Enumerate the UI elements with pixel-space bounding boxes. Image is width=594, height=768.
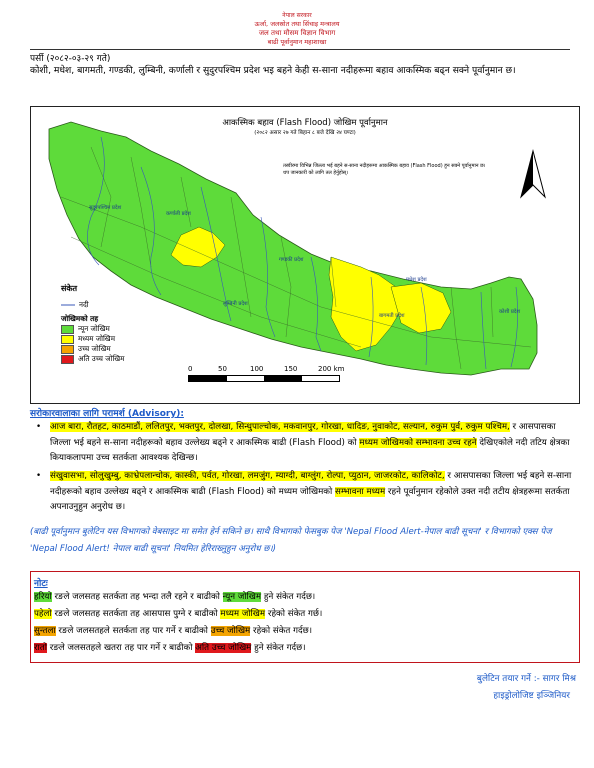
header-department: जल तथा मौसम विज्ञान विभाग (258, 29, 336, 37)
label-gandaki: गण्डकी प्रदेश (279, 257, 304, 263)
prepared-by: बुलेटिन तयार गर्ने :- सागर मिश्र (476, 674, 576, 684)
label-sudurpaschim: सुदूरपश्चिम प्रदेश (89, 205, 122, 211)
scale-bar (188, 365, 364, 382)
label-madhesh: मधेश प्रदेश (406, 277, 427, 283)
scale-tick-50: 50 (218, 365, 227, 373)
map-subtitle: (२०८२ असार २७ गते बिहान ८ बजे देखि २४ घण्टा) (254, 130, 356, 136)
bullet2-districts: संखुवासभा, सोलुखुम्बु, काभ्रेपलान्चोक, कास्की, पर्वत, गोरखा, लमजुंग, म्याग्दी, बाग्लुंग, रोल्पा, प्युठान, जाजरकोट, कालिकोट, (50, 471, 445, 481)
scale-tick-100: 100 (250, 365, 264, 373)
advisory-bullet-2: • संखुवासभा, सोलुखुम्बु, काभ्रेपलान्चोक, कास्की, पर्वत, गोरखा, लमजुंग, म्याग्दी, बाग्लुंग, रोल्पा, प्युठान, जाजरकोट, कालिकोट, र आसपासका जिल्ला भई बहने स-साना नदीहरूको बहाव उल्लेख्य बढ्ने र आकस्मिक बाढी (Flash Flood) को मध्यम जोखिमको सम्भावना मध्यम रहने पूर्वानुमान रहेकोले उक्त नदी तटीय क्षेत्रहरूमा सतर्कता अपनाउनुहुन अनुरोध छ। (36, 471, 572, 512)
legend-risk-title: जोखिमको तह (61, 314, 99, 323)
note-title: नोटः (34, 579, 48, 589)
website-note: (बाढी पूर्वानुमान बुलेटिन यस विभागको वेबसाइट मा समेत हेर्न सकिने छ। साथै विभागको फेसबुक पेज 'Nepal Flood Alert-नेपाल बाढी सूचना' र विभागको एक्स पेज 'Nepal Flood Alert! नेपाल बाढी सूचना' नियमित हेरिराख्नुहुन अनुरोध छ।) (30, 527, 552, 554)
map-note: तस्वीरमा विभिन्न जिल्ला भई बहने स-साना नदीहरूमा आकस्मिक बहाव (Flash Flood) हुन सक्ने पूर्वानुमान छ। थप जानकारी को लागि तल हेर्नुहोस्। (283, 163, 486, 176)
legend-low: न्यून जोखिम (61, 324, 191, 334)
map-legend (61, 283, 191, 364)
legend-title: संकेत (61, 284, 78, 293)
bullet1-districts: आज बारा, रौतहट, काठमाडौं, ललितपुर, भक्तपुर, दोलखा, सिन्धुपाल्चोक, मकवानपुर, गोरखा, धादिङ, नुवाकोट, सल्यान, रुकुम पुर्व, रुकुम पश्चिम, (50, 422, 510, 432)
scale-tick-0: 0 (188, 365, 193, 373)
note-row-orange: सुन्तला रङले जलसतहले सतर्कता तह पार गर्ने र बाढीको उच्च जोखिम रहेको संकेत गर्दछ। (34, 626, 313, 636)
bullet2-highlight: सम्भावना मध्यम (334, 486, 386, 497)
north-arrow-icon (521, 151, 545, 197)
scale-tick-150: 150 (284, 365, 298, 373)
label-karnali: कर्णाली प्रदेश (166, 211, 191, 217)
flash-flood-map (30, 106, 580, 404)
scale-tick-200: 200 km (318, 365, 345, 373)
intro-text: कोशी, मधेश, बागमती, गण्डकी, लुम्बिनी, कर्णाली र सुदुरपश्चिम प्रदेश भइ बहने केही स-साना नदीहरूमा बहाव आकस्मिक बढ्न सक्ने पूर्वानुमान छ। (30, 65, 516, 76)
bullet1-end: देखिएकोले नदी तटिय क्षेत्रका कियाकलापमा उच्च सतर्कता आवश्यक देखिन्छ। (50, 437, 570, 463)
header-ministry: ऊर्जा, जलस्रोत तथा सिंचाइ मन्त्रालय (254, 20, 340, 28)
legend-river: नदी (79, 300, 89, 309)
bullet2-end: रहने पूर्वानुमान रहेकोले उक्त नदी तटीय क्षेत्रहरूमा सतर्कता अपनाउनुहुन अनुरोध छ। (50, 486, 570, 512)
advisory-bullet-1: • आज बारा, रौतहट, काठमाडौं, ललितपुर, भक्तपुर, दोलखा, सिन्धुपाल्चोक, मकवानपुर, गोरखा, धादिङ, नुवाकोट, सल्यान, रुकुम पुर्व, रुकुम पश्चिम, र आसपासका जिल्ला भई बहने स-साना नदीहरूको बहाव उल्लेख्य बढ्ने र आकस्मिक बाढी (Flash Flood) को मध्यम जोखिमको सम्भावना उच्च रहने देखिएकोले नदी तटिय क्षेत्रका कियाकलापमा उच्च सतर्कता आवश्यक देखिन्छ। (36, 422, 570, 463)
note-row-yellow: पहेलो रङले जलसतह सतर्कता तह आसपास पुग्ने र बाढीको मध्यम जोखिम रहेको संकेत गर्छ। (34, 609, 323, 619)
legend-high: उच्च जोखिम (61, 344, 191, 354)
legend-medium: मध्यम जोखिम (61, 334, 191, 344)
note-row-red: रातो रङले जलसतहले खतरा तह पार गर्ने र बाढीको अति उच्च जोखिम हुने संकेत गर्दछ। (34, 643, 306, 653)
bullet2-text: र आसपासका जिल्ला भई बहने स-साना नदीहरूको बहाव उल्लेख्य बढ्ने र आकस्मिक बाढी (Flash Flood) को मध्यम जोखिमको (50, 471, 572, 497)
header-division: बाढी पूर्वानुमान महाशाखा (267, 38, 327, 46)
note-row-green: हरियो रङले जलसतह सतर्कता तह भन्दा तलै रहने र बाढीको न्यून जोखिम हुने संकेत गर्दछ। (34, 592, 316, 602)
legend-very-high: अति उच्च जोखिम (61, 354, 191, 364)
map-title: आकस्मिक बहाव (Flash Flood) जोखिम पूर्वानुमान (222, 118, 388, 128)
label-bagmati: बागमती प्रदेश (379, 313, 405, 319)
label-koshi: कोशी प्रदेश (499, 309, 521, 315)
advisory-title: सरोकारवालाका लागि परामर्श (Advisory): (30, 409, 184, 419)
bullet1-highlight: मध्यम जोखिमको सम्भावना उच्च रहने (359, 437, 477, 448)
header-rule (30, 49, 570, 50)
note-box (30, 571, 580, 663)
preparer-title: हाइड्रोलोजिष्ट इञ्जिनियर (493, 691, 570, 701)
bullet1-text: र आसपासका जिल्ला भई बहने स-साना नदीहरूको बहाव उल्लेख्य बढ्ने र आकस्मिक बाढी (Flash Flood) को (50, 422, 556, 448)
forecast-date: पर्सी (२०८२-०३-२९ गते) (30, 54, 111, 64)
header-gov: नेपाल सरकार (282, 12, 312, 19)
label-lumbini: लुम्बिनी प्रदेश (223, 301, 248, 307)
